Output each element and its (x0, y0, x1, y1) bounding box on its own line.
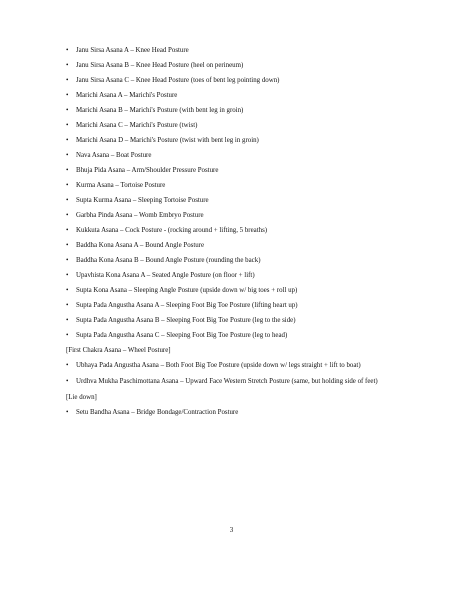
list-item (66, 226, 411, 235)
bullet: • (66, 167, 69, 174)
list-item-text: Baddha Kona Asana B – Bound Angle Posture (rounding the back) (76, 257, 261, 264)
list-item (66, 136, 411, 145)
list-item (66, 377, 411, 386)
list-item (66, 331, 411, 340)
asana-list-b (66, 361, 411, 386)
list-item (66, 256, 411, 265)
bullet: • (66, 77, 69, 84)
bullet: • (66, 107, 69, 114)
list-item-text: Marichi Asana B – Marichi's Posture (with bent leg in groin) (76, 107, 244, 114)
list-item (66, 121, 411, 130)
bullet: • (66, 92, 69, 99)
bullet: • (66, 47, 69, 54)
bullet: • (66, 197, 69, 204)
list-item-text: Janu Sirsa Asana C – Knee Head Posture (toes of bent leg pointing down) (76, 77, 280, 84)
bullet: • (66, 378, 69, 385)
bullet: • (66, 122, 69, 129)
list-item-text: Urdhva Mukha Paschimottana Asana – Upward Face Western Stretch Posture (same, but holding side of feet) (76, 378, 378, 385)
list-item (66, 61, 411, 70)
list-item-text: Kukkuta Asana – Cock Posture - (rocking around + lifting, 5 breaths) (76, 227, 268, 234)
list-item (66, 301, 411, 310)
list-item (66, 46, 411, 55)
bullet: • (66, 242, 69, 249)
list-item-text: Marichi Asana D – Marichi's Posture (twist with bent leg in groin) (76, 137, 259, 144)
bullet: • (66, 272, 69, 279)
list-item-text: Setu Bandha Asana – Bridge Bondage/Contraction Posture (76, 409, 239, 416)
list-item (66, 241, 411, 250)
list-item (66, 76, 411, 85)
list-item-text: Baddha Kona Asana A – Bound Angle Posture (76, 242, 205, 249)
bullet: • (66, 182, 69, 189)
bullet: • (66, 287, 69, 294)
list-item-text: Marichi Asana A – Marichi's Posture (76, 92, 178, 99)
list-item (66, 166, 411, 175)
list-item (66, 181, 411, 190)
list-item-text: Supta Kona Asana – Sleeping Angle Posture (upside down w/ big toes + roll up) (76, 287, 298, 294)
list-item (66, 408, 411, 417)
bullet: • (66, 317, 69, 324)
page-number: 3 (229, 527, 234, 534)
list-item-text: Garbha Pinda Asana – Womb Embryo Posture (76, 212, 204, 219)
bullet: • (66, 332, 69, 339)
list-item-text: Supta Pada Angustha Asana B – Sleeping Foot Big Toe Posture (leg to the side) (76, 317, 296, 324)
list-item-text: Kurma Asana – Tortoise Posture (76, 182, 166, 189)
list-item-text: Supta Pada Angustha Asana C – Sleeping Foot Big Toe Posture (leg to head) (76, 332, 288, 339)
bullet: • (66, 152, 69, 159)
list-item-text: Bhuja Pida Asana – Arm/Shoulder Pressure Posture (76, 167, 219, 174)
bullet: • (66, 409, 69, 416)
list-item (66, 151, 411, 160)
bullet: • (66, 212, 69, 219)
asana-list-a (66, 46, 411, 340)
list-item (66, 196, 411, 205)
list-item-text: Supta Pada Angustha Asana A – Sleeping Foot Big Toe Posture (lifting heart up) (76, 302, 298, 309)
list-item (66, 271, 411, 280)
list-item-text: Janu Sirsa Asana B – Knee Head Posture (heel on perineum) (76, 62, 244, 69)
list-item-text: Nava Asana – Boat Posture (76, 152, 152, 159)
bullet: • (66, 227, 69, 234)
list-item-text: Supta Kurma Asana – Sleeping Tortoise Posture (76, 197, 209, 204)
bullet: • (66, 62, 69, 69)
list-item (66, 361, 411, 370)
section-note-lie-down: [Lie down] (66, 394, 97, 401)
list-item (66, 106, 411, 115)
bullet: • (66, 137, 69, 144)
list-item-text: Ubhaya Pada Angustha Asana – Both Foot Big Toe Posture (upside down w/ legs straight + lift to boat) (76, 362, 361, 369)
list-item-text: Janu Sirsa Asana A – Knee Head Posture (76, 47, 189, 54)
bullet: • (66, 257, 69, 264)
asana-list-c (66, 408, 411, 417)
list-item (66, 211, 411, 220)
bullet: • (66, 302, 69, 309)
list-item (66, 91, 411, 100)
list-item (66, 316, 411, 325)
list-item-text: Upavhista Kona Asana A – Seated Angle Posture (on floor + lift) (76, 272, 255, 279)
list-item (66, 286, 411, 295)
page-content (66, 46, 411, 423)
bullet: • (66, 362, 69, 369)
section-note-first-chakra: [First Chakra Asana – Wheel Posture] (66, 347, 171, 354)
list-item-text: Marichi Asana C – Marichi's Posture (twist) (76, 122, 198, 129)
